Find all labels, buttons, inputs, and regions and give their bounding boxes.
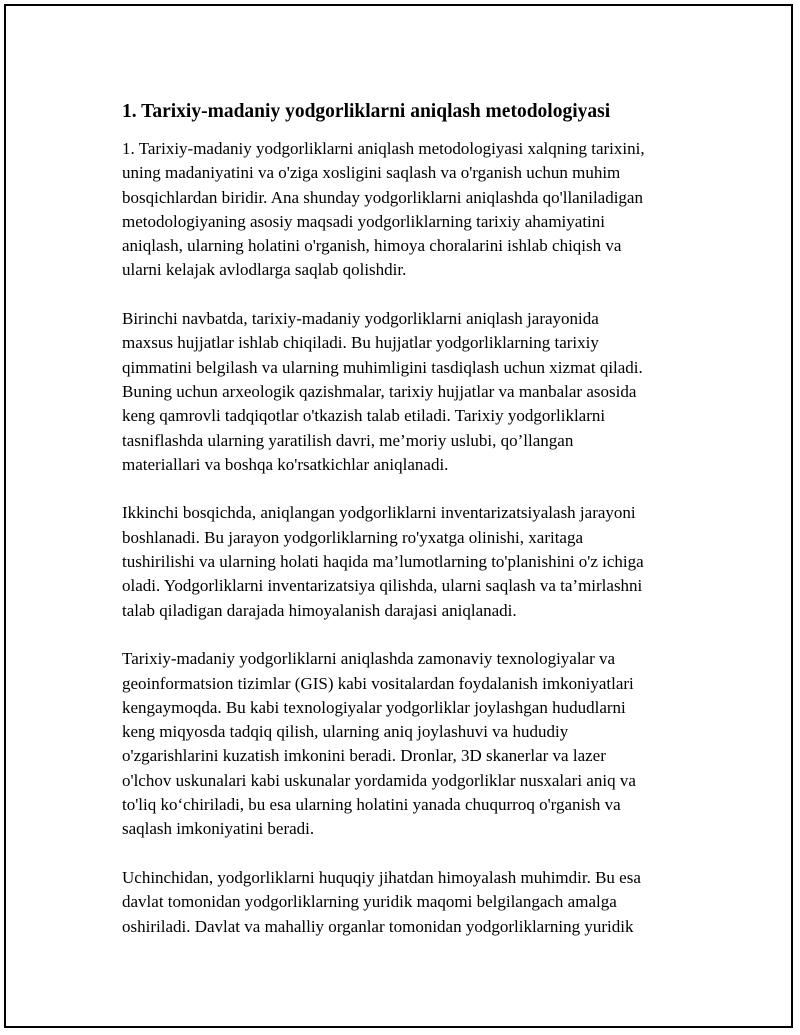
paragraph: Birinchi navbatda, tarixiy-madaniy yodgorliklarni aniqlash jarayonida maxsus hujjatlar ishlab chiqiladi. Bu hujjatlar yodgorliklarning tarixiy qimmatini belgilash va ularning muhimligini tasdiqlash uchun xizmat qiladi. Buning uchun arxeologik qazishmalar, tarixiy hujjatlar va manbalar asosida keng qamrovli tadqiqotlar o'tkazish talab etiladi. Tarixiy yodgorliklarni tasniflashda ularning yaratilish davri, me’moriy uslubi, qo’llangan materiallari va boshqa ko'rsatkichlar aniqlanadi.: [122, 309, 643, 474]
section-heading: 1. Tarixiy-madaniy yodgorliklarni aniqlash metodologiyasi: [122, 101, 611, 122]
page-frame: [4, 4, 793, 1028]
paragraph: 1. Tarixiy-madaniy yodgorliklarni aniqlash metodologiyasi xalqning tarixini, uning madaniyatini va o'ziga xosligini saqlash va o'rganish uchun muhim bosqichlardan biridir. Ana shunday yodgorliklarni aniqlashda qo'llaniladigan metodologiyaning asosiy maqsadi yodgorliklarning tarixiy ahamiyatini aniqlash, ularning holatini o'rganish, himoya choralarini ishlab chiqish va ularni kelajak avlodlarga saqlab qolishdir.: [122, 139, 645, 280]
document-body: [122, 99, 702, 939]
paragraph: Tarixiy-madaniy yodgorliklarni aniqlashda zamonaviy texnologiyalar va geoinformatsion tizimlar (GIS) kabi vositalardan foydalanish imkoniyatlari kengaymoqda. Bu kabi texnologiyalar yodgorliklar joylashgan hududlarni keng miqyosda tadqiq qilish, ularning aniq joylashuvi va hududiy o'zgarishlarini kuzatish imkonini beradi. Dronlar, 3D skanerlar va lazer o'lchov uskunalari kabi uskunalar yordamida yodgorliklar nusxalari aniq va to'liq ko‘chiriladi, bu esa ularning holatini yanada chuqurroq o'rganish va saqlash imkoniyatini beradi.: [122, 649, 636, 839]
paragraph: Ikkinchi bosqichda, aniqlangan yodgorliklarni inventarizatsiyalash jarayoni boshlanadi. Bu jarayon yodgorliklarning ro'yxatga olinishi, xaritaga tushirilishi va ularning holati haqida ma’lumotlarning to'planishini o'z ichiga oladi. Yodgorliklarni inventarizatsiya qilishda, ularni saqlash va ta’mirlashni talab qiladigan darajada himoyalanish darajasi aniqlanadi.: [122, 503, 644, 620]
paragraph: Uchinchidan, yodgorliklarni huquqiy jihatdan himoyalash muhimdir. Bu esa davlat tomonidan yodgorliklarning yuridik maqomi belgilangach amalga oshiriladi. Davlat va mahalliy organlar tomonidan yodgorliklarning yuridik: [122, 867, 641, 936]
